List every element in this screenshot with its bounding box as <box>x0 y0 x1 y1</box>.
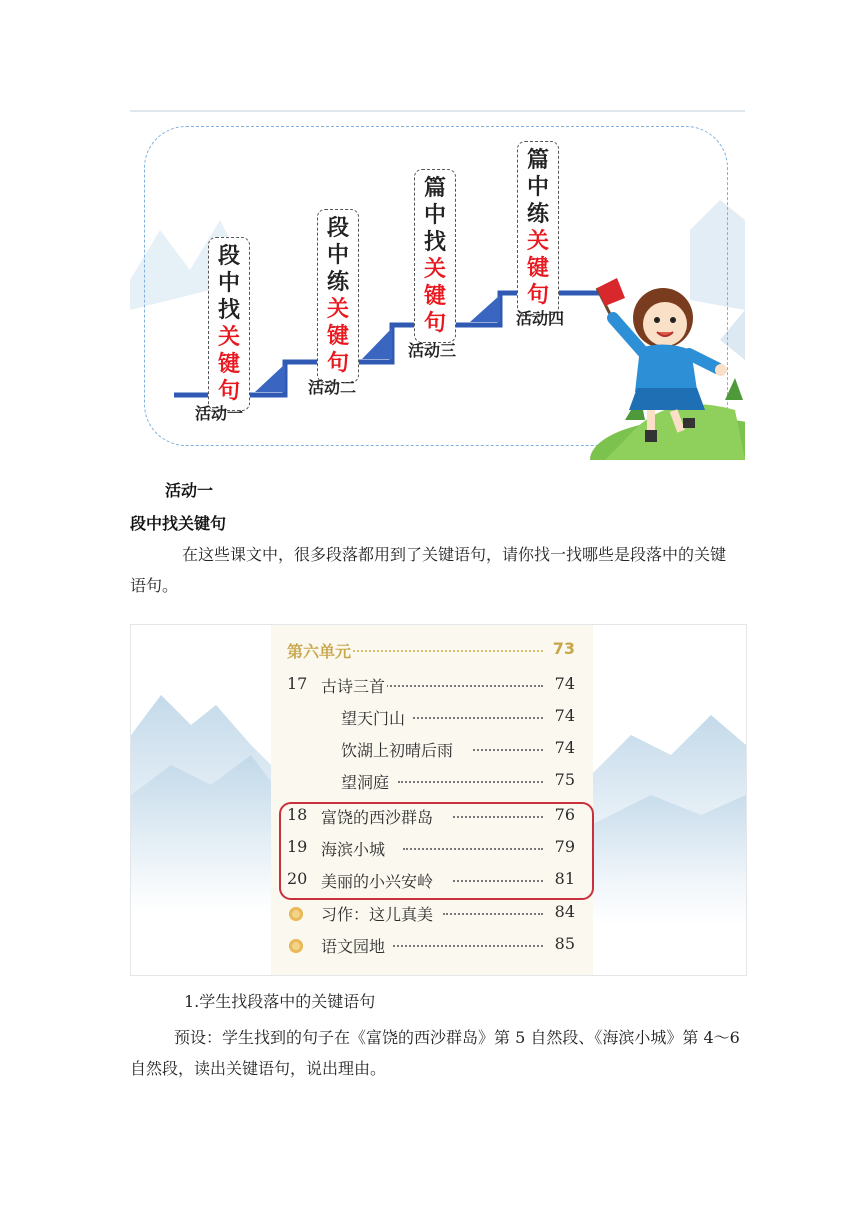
toc-title: 美丽的小兴安岭 <box>321 869 435 892</box>
card-char-red: 键 <box>326 323 349 349</box>
card-char: 中 <box>526 174 549 200</box>
card-char: 找 <box>217 297 240 323</box>
toc-title: 习作：这儿真美 <box>321 902 435 925</box>
card-char: 篇 <box>526 147 549 173</box>
leader-dots <box>443 913 543 915</box>
toc-row <box>283 674 583 700</box>
leader-dots <box>473 749 543 751</box>
card-char: 找 <box>423 229 446 255</box>
toc-page-number: 74 <box>554 738 575 757</box>
toc-page-number: 75 <box>554 770 575 789</box>
card-char: 练 <box>526 201 549 227</box>
bullet-icon <box>289 939 303 953</box>
toc-row <box>283 738 583 764</box>
toc-lesson-number: 18 <box>287 805 308 824</box>
activity-stairs-figure <box>130 110 745 460</box>
toc-lesson-number: 17 <box>287 674 308 693</box>
leader-dots <box>398 781 543 783</box>
toc-row <box>283 770 583 796</box>
card-activity-3 <box>414 169 456 343</box>
card-char: 篇 <box>423 175 446 201</box>
girl-with-flag-illustration <box>585 270 745 460</box>
toc-page-number: 79 <box>554 837 575 856</box>
card-char-red: 关 <box>217 324 240 350</box>
toc-title: 语文园地 <box>321 934 387 957</box>
card-char: 中 <box>326 242 349 268</box>
section-title: 段中找关键句 <box>130 514 227 533</box>
highlight-box <box>279 802 594 900</box>
toc-lesson-number: 20 <box>287 869 308 888</box>
leader-dots <box>383 685 543 687</box>
leader-dots <box>413 717 543 719</box>
card-char-red: 句 <box>326 350 349 376</box>
toc-unit-row <box>283 639 583 665</box>
card-char-red: 句 <box>423 310 446 336</box>
step-label-1: 活动一 <box>195 404 244 423</box>
toc-title: 饮湖上初晴后雨 <box>341 738 455 761</box>
card-char: 段 <box>217 243 240 269</box>
toc-title: 富饶的西沙群岛 <box>321 805 435 828</box>
card-char: 练 <box>326 269 349 295</box>
toc-title: 望洞庭 <box>341 770 391 793</box>
card-char-red: 句 <box>217 378 240 404</box>
card-char-red: 句 <box>526 282 549 308</box>
toc-page-number: 84 <box>554 902 575 921</box>
card-activity-2 <box>317 209 359 383</box>
card-char-red: 键 <box>526 255 549 281</box>
toc-row <box>283 902 583 928</box>
toc-row <box>283 934 583 960</box>
textbook-contents-figure <box>130 624 747 976</box>
toc-title: 古诗三首 <box>321 674 387 697</box>
bullet-icon <box>289 907 303 921</box>
card-activity-1 <box>208 237 250 411</box>
toc-lesson-number: 19 <box>287 837 308 856</box>
toc-page-number: 74 <box>554 674 575 693</box>
preset-paragraph: 预设：学生找到的句子在《富饶的西沙群岛》第 5 自然段、《海滨小城》第 4～6 自然段，读出关键语句，说出理由。 <box>130 1028 740 1078</box>
card-char: 中 <box>217 270 240 296</box>
step-label-4: 活动四 <box>516 309 565 328</box>
toc-row <box>283 706 583 732</box>
card-char-red: 关 <box>423 256 446 282</box>
toc-page-number: 76 <box>554 805 575 824</box>
intro-paragraph: 在这些课文中，很多段落都用到了关键语句，请你找一找哪些是段落中的关键语句。 <box>130 545 727 595</box>
leader-dots <box>393 945 543 947</box>
card-char-red: 关 <box>326 296 349 322</box>
step-label-2: 活动二 <box>308 378 357 397</box>
toc-title: 海滨小城 <box>321 837 387 860</box>
card-char-red: 键 <box>217 351 240 377</box>
toc-page-number: 81 <box>554 869 575 888</box>
card-activity-4 <box>517 141 559 315</box>
toc-page-number: 85 <box>554 934 575 953</box>
activity-heading: 活动一 <box>165 481 214 500</box>
toc-page-number: 74 <box>554 706 575 725</box>
step-item-1: 1.学生找段落中的关键语句 <box>184 992 376 1011</box>
toc-page-number: 73 <box>552 639 575 658</box>
contents-page <box>271 625 593 975</box>
step-label-3: 活动三 <box>408 341 457 360</box>
card-char-red: 关 <box>526 228 549 254</box>
card-char: 段 <box>326 215 349 241</box>
card-char-red: 键 <box>423 283 446 309</box>
toc-title: 望天门山 <box>341 706 407 729</box>
toc-title: 第六单元 <box>287 639 353 662</box>
card-char: 中 <box>423 202 446 228</box>
leader-dots <box>353 650 543 652</box>
